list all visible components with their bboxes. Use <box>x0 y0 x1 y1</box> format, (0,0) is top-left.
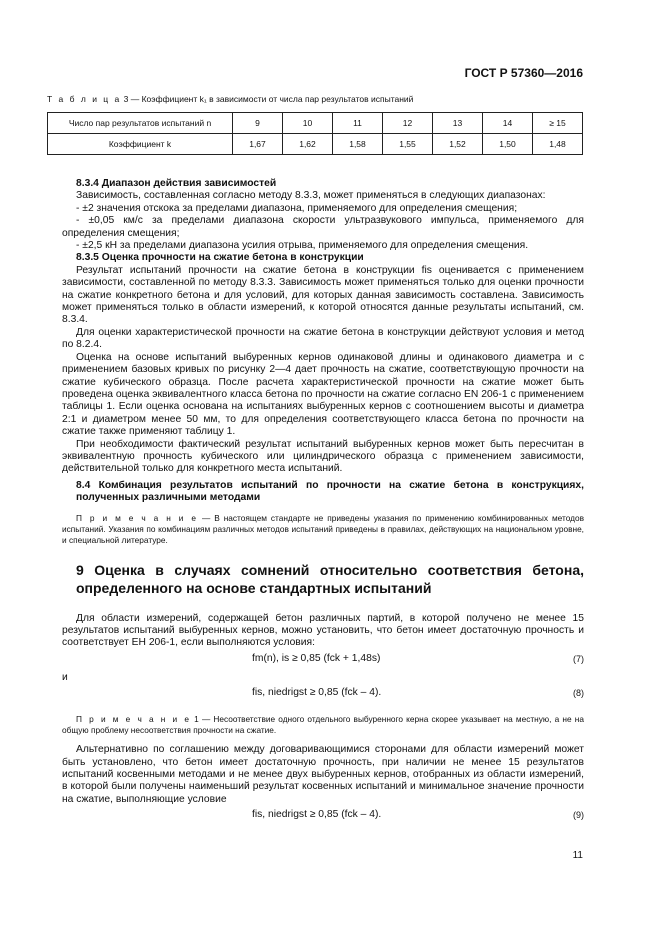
section-heading: 8.4 Комбинация результатов испытаний по прочности на сжатие бетона в конструкциях, полученных различными методами <box>76 479 584 504</box>
table-cell: 11 <box>333 113 383 134</box>
table-row-label: Число пар результатов испытаний n <box>48 113 233 134</box>
document-body <box>62 178 584 828</box>
equation <box>62 650 584 672</box>
table-cell: 1,52 <box>433 134 483 155</box>
table-cell: 12 <box>383 113 433 134</box>
chapter-heading: 9 Оценка в случаях сомнений относительно соответствия бетона, определенного на основе стандартных испытаний <box>76 561 584 596</box>
paragraph: При необходимости фактический результат испытаний выбуренных кернов может быть пересчитан в эквивалентную прочность кубического или цилиндрического образца с применением зависимости, действительной только для конкретного места испытаний. <box>62 438 584 475</box>
conjunction: и <box>62 671 68 683</box>
equation-number: (7) <box>573 653 584 664</box>
page-number: 11 <box>572 850 583 861</box>
note-text: — В настоящем стандарте не приведены указания по применению комбинированных методов испытаний. Указания по комбинациям различных методов испытаний приведены в правилах, действующих на национальном уровне, и специальной литературе. <box>62 512 584 545</box>
equation <box>62 806 584 828</box>
coefficient-table <box>47 112 583 155</box>
table-cell: 1,62 <box>283 134 333 155</box>
table-row <box>48 113 583 134</box>
paragraph: Альтернативно по соглашению между договаривающимися сторонами для области измерений может быть установлено, что бетон имеет достаточную прочность, при наличии не менее 15 результатов испытаний косвенными методами и не менее двух выбуренных кернов, отобранных из области измерений, в которой были получены наименьший результат косвенных испытаний и минимальное значение прочности на сжатие, выполняющие условие <box>62 744 584 805</box>
table-row-label: Коэффициент k <box>48 134 233 155</box>
equation <box>62 684 584 706</box>
table-cell: ≥ 15 <box>533 113 583 134</box>
equation-number: (9) <box>573 810 584 821</box>
equation-formula: fis, niedrigst ≥ 0,85 (fck – 4). <box>252 809 382 821</box>
list-item: - ±0,05 км/с за пределами диапазона скорости ультразвукового импульса, применяемого для определения смещения; <box>62 215 584 239</box>
table-cell: 1,55 <box>383 134 433 155</box>
table-caption-prefix: Т а б л и ц а <box>47 94 122 104</box>
note <box>62 714 584 736</box>
paragraph: Оценка на основе испытаний выбуренных кернов одинаковой длины и одинакового диаметра и с применением базовых кривых по рисунку 2—4 дает прочность на сжатие, соответствующую прочности на сжатие кубического образца. После расчета характеристической прочности на сжатие может быть проведена оценка эквивалентного класса бетона по прочности на сжатие согласно EN 206-1 с применением таблицы 1. Если оценка основана на испытаниях выбуренных кернов с соотношением высоты и диаметра 2:1 и диаметром менее 50 мм, то для определения соответствующего класса бетона по прочности на сжатие также применяют таблицу 1. <box>62 351 584 438</box>
paragraph: Результат испытаний прочности на сжатие бетона в конструкции fis оценивается с применением зависимости, составленной по методу 8.3.3. Зависимость может применяться только для оценки прочности на сжатие конкретного бетона и для условий, для которых данная зависимость составлена. Зависимость может применяться только в области измерений, к которой относятся данные результаты испытаний, см. 8.3.4. <box>62 264 584 326</box>
note-text: 1 — Несоответствие одного отдельного выбуренного керна скорее указывает на местную, а не на общую проблему несоответствия прочности на сжатие. <box>62 714 584 736</box>
list-item: - ±2 значения отскока за пределами диапазона, применяемого для определения смещения; <box>76 202 518 214</box>
equation-number: (8) <box>573 688 584 699</box>
paragraph: Для области измерений, содержащей бетон различных партий, в которой получено не менее 15 результатов испытаний выбуренных кернов, можно установить, что бетон имеет достаточную прочность и соответствует EH 206-1, если выполняются условия: <box>62 612 584 649</box>
note-prefix: П р и м е ч а н и е <box>76 512 198 523</box>
equation-formula: fm(n), is ≥ 0,85 (fck + 1,48s) <box>252 652 381 664</box>
table-caption <box>47 94 413 104</box>
table-cell: 1,50 <box>483 134 533 155</box>
table-cell: 9 <box>233 113 283 134</box>
paragraph: Для оценки характеристической прочности на сжатие бетона в конструкции действуют условия и метод по 8.2.4. <box>62 326 584 351</box>
note <box>62 513 584 546</box>
table-cell: 13 <box>433 113 483 134</box>
table-cell: 1,48 <box>533 134 583 155</box>
table-row <box>48 134 583 155</box>
section-heading: 8.3.5 Оценка прочности на сжатие бетона в конструкции <box>76 252 364 264</box>
table-cell: 1,58 <box>333 134 383 155</box>
note-prefix: П р и м е ч а н и е <box>76 714 191 725</box>
section-heading: 8.3.4 Диапазон действия зависимостей <box>76 178 277 189</box>
equation-formula: fis, niedrigst ≥ 0,85 (fck – 4). <box>252 687 382 699</box>
table-cell: 1,67 <box>233 134 283 155</box>
table-caption-text: 3 — Коэффициент k₁ в зависимости от числа пар результатов испытаний <box>123 94 414 104</box>
list-item: - ±2,5 кН за пределами диапазона усилия отрыва, применяемого для определения смещения. <box>76 240 529 252</box>
document-header: ГОСТ Р 57360—2016 <box>464 66 583 80</box>
table-cell: 10 <box>283 113 333 134</box>
table-cell: 14 <box>483 113 533 134</box>
paragraph: Зависимость, составленная согласно методу 8.3.3, может применяться в следующих диапазонах: <box>76 190 546 202</box>
